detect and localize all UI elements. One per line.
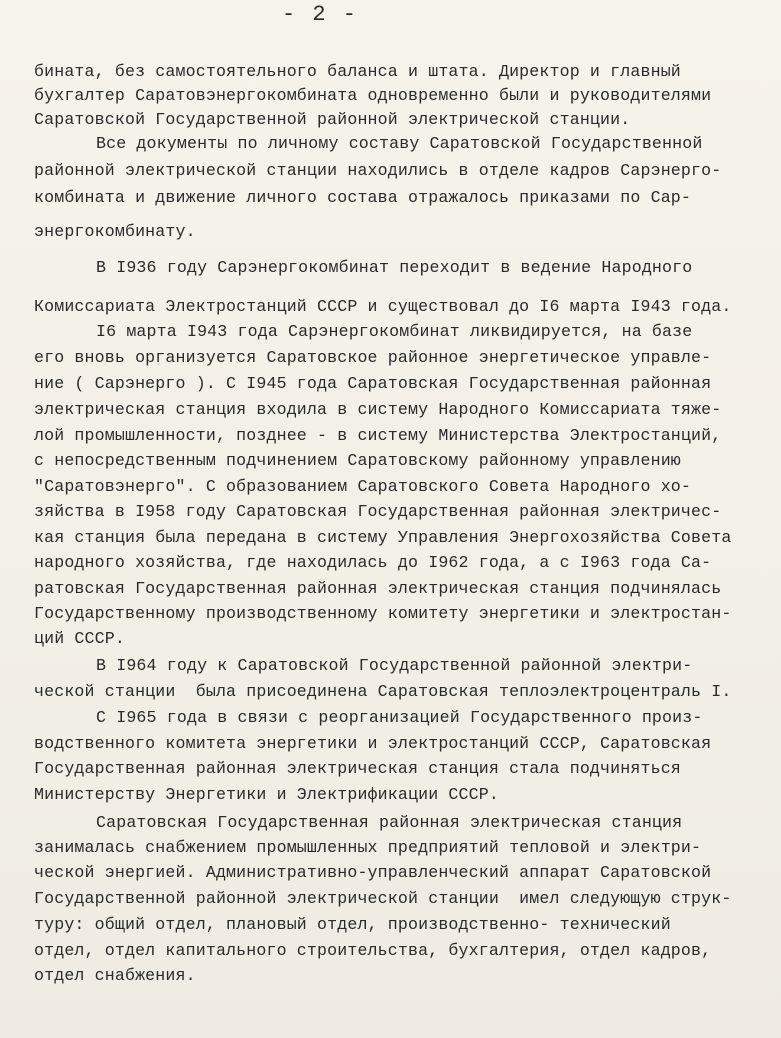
- text-line: отдел, отдел капитального строительства, бухгалтерия, отдел кадров,: [34, 941, 712, 960]
- text-line: Государственной районной электрической станции имел следующую струк-: [34, 889, 732, 908]
- text-line: отдел снабжения.: [34, 966, 196, 985]
- text-line: водственного комитета энергетики и электростанций СССР, Саратовская: [34, 734, 712, 753]
- text-line: бухгалтер Саратовэнергокомбината одновременно были и руководителями: [34, 86, 712, 105]
- page-number: - 2 -: [281, 2, 358, 27]
- text-line: ций СССР.: [34, 629, 125, 648]
- text-line: занималась снабжением промышленных предприятий тепловой и электри-: [34, 838, 702, 857]
- text-line: Саратовская Государственная районная электрическая станция: [96, 813, 683, 832]
- text-line: Государственному производственному комитету энергетики и электростан-: [34, 604, 732, 623]
- text-line: лой промышленности, позднее - в систему Министерства Электростанций,: [34, 426, 722, 445]
- text-line: ратовская Государственная районная электрическая станция подчинялась: [34, 579, 722, 598]
- text-line: народного хозяйства, где находилась до I962 года, а с I963 года Са-: [34, 553, 712, 572]
- text-line: бината, без самостоятельного баланса и штата. Директор и главный: [34, 62, 681, 81]
- text-line: "Саратовэнерго". С образованием Саратовского Совета Народного хо-: [34, 477, 692, 496]
- text-line: С I965 года в связи с реорганизацией Государственного произ-: [96, 708, 703, 727]
- text-line: Комиссариата Электростанций СССР и существовал до I6 марта I943 года.: [34, 297, 732, 316]
- text-line: его вновь организуется Саратовское районное энергетическое управле-: [34, 348, 712, 367]
- text-line: I6 марта I943 года Сарэнергокомбинат ликвидируется, на базе: [96, 322, 693, 341]
- text-line: районной электрической станции находились в отделе кадров Сарэнерго-: [34, 161, 722, 180]
- text-line: Саратовской Государственной районной электрической станции.: [34, 110, 631, 129]
- text-line: Государственная районная электрическая станция стала подчиняться: [34, 759, 681, 778]
- text-line: зяйства в I958 году Саратовская Государственная районная электричес-: [34, 502, 722, 521]
- text-line: туру: общий отдел, плановый отдел, производственно- технический: [34, 915, 671, 934]
- text-line: В I936 году Сарэнергокомбинат переходит в ведение Народного: [96, 258, 693, 277]
- text-line: ние ( Сарэнерго ). С I945 года Саратовская Государственная районная: [34, 374, 712, 393]
- text-line: с непосредственным подчинением Саратовскому районному управлению: [34, 451, 681, 470]
- text-line: В I964 году к Саратовской Государственной районной электри-: [96, 656, 693, 675]
- text-line: кая станция была передана в систему Управления Энергохозяйства Совета: [34, 528, 732, 547]
- text-line: ческой станции была присоединена Саратовская теплоэлектроцентраль I.: [34, 682, 732, 701]
- text-line: электрическая станция входила в систему Народного Комиссариата тяже-: [34, 400, 722, 419]
- text-line: Министерству Энергетики и Электрификации СССР.: [34, 785, 499, 804]
- text-line: энергокомбинату.: [34, 222, 196, 241]
- text-line: Все документы по личному составу Саратовской Государственной: [96, 134, 703, 153]
- text-line: ческой энергией. Административно-управленческий аппарат Саратовской: [34, 863, 712, 882]
- text-line: комбината и движение личного состава отражалось приказами по Сар-: [34, 188, 692, 207]
